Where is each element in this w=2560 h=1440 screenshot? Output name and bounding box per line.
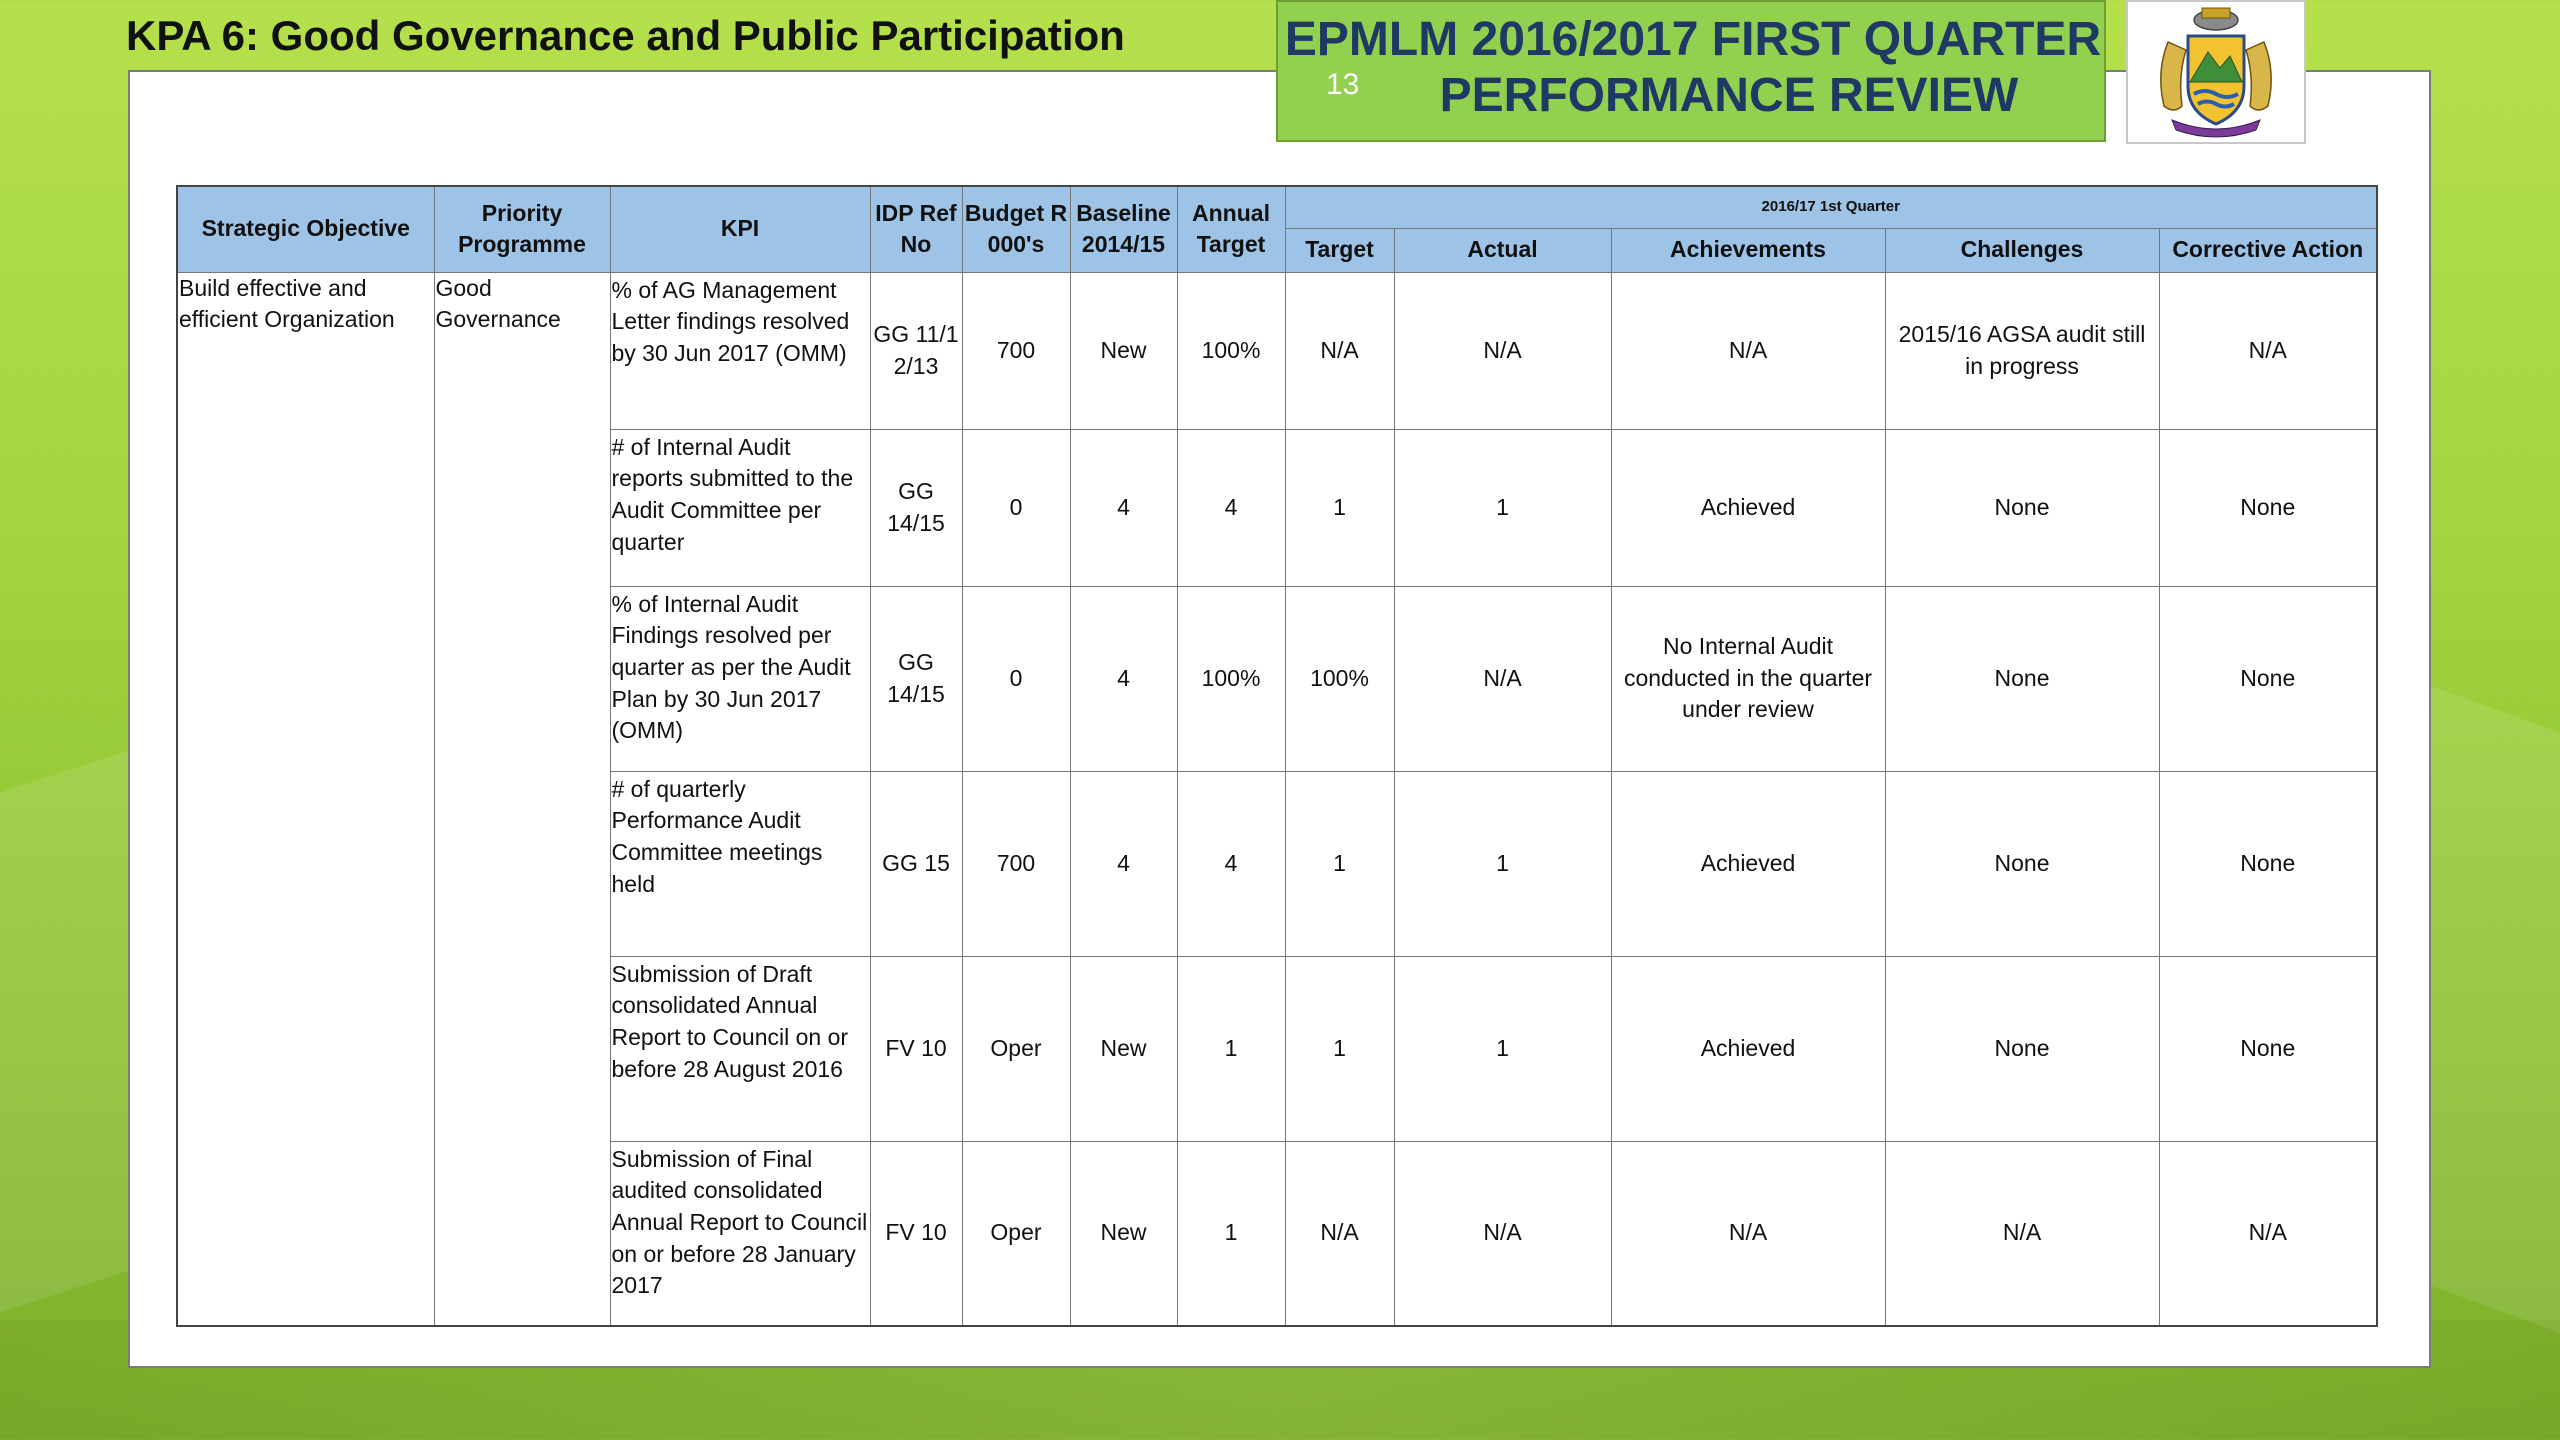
target-cell: N/A [1285, 272, 1394, 429]
baseline-cell: New [1070, 1141, 1177, 1326]
table-header-row [177, 186, 2377, 228]
annual-target-cell: 4 [1177, 429, 1285, 586]
kpi-cell: % of AG Management Letter findings resolved by 30 Jun 2017 (OMM) [610, 272, 870, 429]
corrective-action-cell: None [2159, 586, 2377, 771]
baseline-cell: New [1070, 956, 1177, 1141]
baseline-cell: 4 [1070, 586, 1177, 771]
actual-cell: N/A [1394, 1141, 1611, 1326]
budget-cell: 0 [962, 586, 1070, 771]
corrective-action-cell: None [2159, 956, 2377, 1141]
corrective-action-cell: N/A [2159, 1141, 2377, 1326]
idp-ref-cell: GG 11/12/13 [870, 272, 962, 429]
header-target: Target [1285, 228, 1394, 272]
target-cell: 1 [1285, 429, 1394, 586]
kpi-cell: # of Internal Audit reports submitted to the Audit Committee per quarter [610, 429, 870, 586]
actual-cell: N/A [1394, 272, 1611, 429]
idp-ref-cell: GG 14/15 [870, 429, 962, 586]
actual-cell: N/A [1394, 586, 1611, 771]
annual-target-cell: 1 [1177, 1141, 1285, 1326]
challenges-cell: None [1885, 586, 2159, 771]
idp-ref-cell: FV 10 [870, 956, 962, 1141]
budget-cell: 0 [962, 429, 1070, 586]
idp-ref-cell: GG 15 [870, 771, 962, 956]
budget-cell: Oper [962, 1141, 1070, 1326]
header-challenges: Challenges [1885, 228, 2159, 272]
challenges-cell: N/A [1885, 1141, 2159, 1326]
strategic-objective-cell: Build effective and efficient Organization [177, 272, 434, 1326]
header-priority-programme: Priority Programme [434, 186, 610, 272]
banner-title-line-2: PERFORMANCE REVIEW [1439, 69, 2019, 122]
header-budget: Budget R 000's [962, 186, 1070, 272]
actual-cell: 1 [1394, 429, 1611, 586]
idp-ref-cell: FV 10 [870, 1141, 962, 1326]
budget-cell: 700 [962, 272, 1070, 429]
annual-target-cell: 1 [1177, 956, 1285, 1141]
table-row [177, 272, 2377, 429]
slide-number: 13 [1326, 68, 1360, 101]
challenges-cell: None [1885, 956, 2159, 1141]
annual-target-cell: 100% [1177, 586, 1285, 771]
budget-cell: Oper [962, 956, 1070, 1141]
corrective-action-cell: None [2159, 771, 2377, 956]
target-cell: 1 [1285, 956, 1394, 1141]
kpa-title: KPA 6: Good Governance and Public Participation [126, 12, 1125, 59]
kpi-cell: Submission of Draft consolidated Annual Report to Council on or before 28 August 2016 [610, 956, 870, 1141]
header-kpi: KPI [610, 186, 870, 272]
challenges-cell: None [1885, 771, 2159, 956]
idp-ref-cell: GG 14/15 [870, 586, 962, 771]
header-strategic-objective: Strategic Objective [177, 186, 434, 272]
actual-cell: 1 [1394, 956, 1611, 1141]
baseline-cell: 4 [1070, 771, 1177, 956]
achievements-cell: Achieved [1611, 429, 1885, 586]
baseline-cell: New [1070, 272, 1177, 429]
achievements-cell: No Internal Audit conducted in the quarter under review [1611, 586, 1885, 771]
kpi-cell: # of quarterly Performance Audit Committee meetings held [610, 771, 870, 956]
achievements-cell: N/A [1611, 272, 1885, 429]
header-annual-target: Annual Target [1177, 186, 1285, 272]
header-corrective-action: Corrective Action [2159, 228, 2377, 272]
header-achievements: Achievements [1611, 228, 1885, 272]
annual-target-cell: 4 [1177, 771, 1285, 956]
achievements-cell: Achieved [1611, 956, 1885, 1141]
crest-icon [2128, 2, 2304, 142]
kpi-cell: % of Internal Audit Findings resolved per quarter as per the Audit Plan by 30 Jun 2017 (OMM) [610, 586, 870, 771]
annual-target-cell: 100% [1177, 272, 1285, 429]
header-quarter-group: 2016/17 1st Quarter [1285, 186, 2377, 228]
municipal-crest-logo [2126, 0, 2306, 144]
achievements-cell: N/A [1611, 1141, 1885, 1326]
baseline-cell: 4 [1070, 429, 1177, 586]
corrective-action-cell: N/A [2159, 272, 2377, 429]
header-baseline: Baseline 2014/15 [1070, 186, 1177, 272]
challenges-cell: 2015/16 AGSA audit still in progress [1885, 272, 2159, 429]
kpi-performance-table [176, 185, 2378, 1327]
banner-title-line-1: EPMLM 2016/2017 FIRST QUARTER [1284, 13, 2102, 66]
target-cell: N/A [1285, 1141, 1394, 1326]
header-banner [1276, 0, 2106, 142]
kpi-cell: Submission of Final audited consolidated Annual Report to Council on or before 28 January 2017 [610, 1141, 870, 1326]
header-actual: Actual [1394, 228, 1611, 272]
challenges-cell: None [1885, 429, 2159, 586]
priority-programme-cell: Good Governance [434, 272, 610, 1326]
header-idp-ref: IDP Ref No [870, 186, 962, 272]
target-cell: 100% [1285, 586, 1394, 771]
achievements-cell: Achieved [1611, 771, 1885, 956]
target-cell: 1 [1285, 771, 1394, 956]
corrective-action-cell: None [2159, 429, 2377, 586]
budget-cell: 700 [962, 771, 1070, 956]
actual-cell: 1 [1394, 771, 1611, 956]
